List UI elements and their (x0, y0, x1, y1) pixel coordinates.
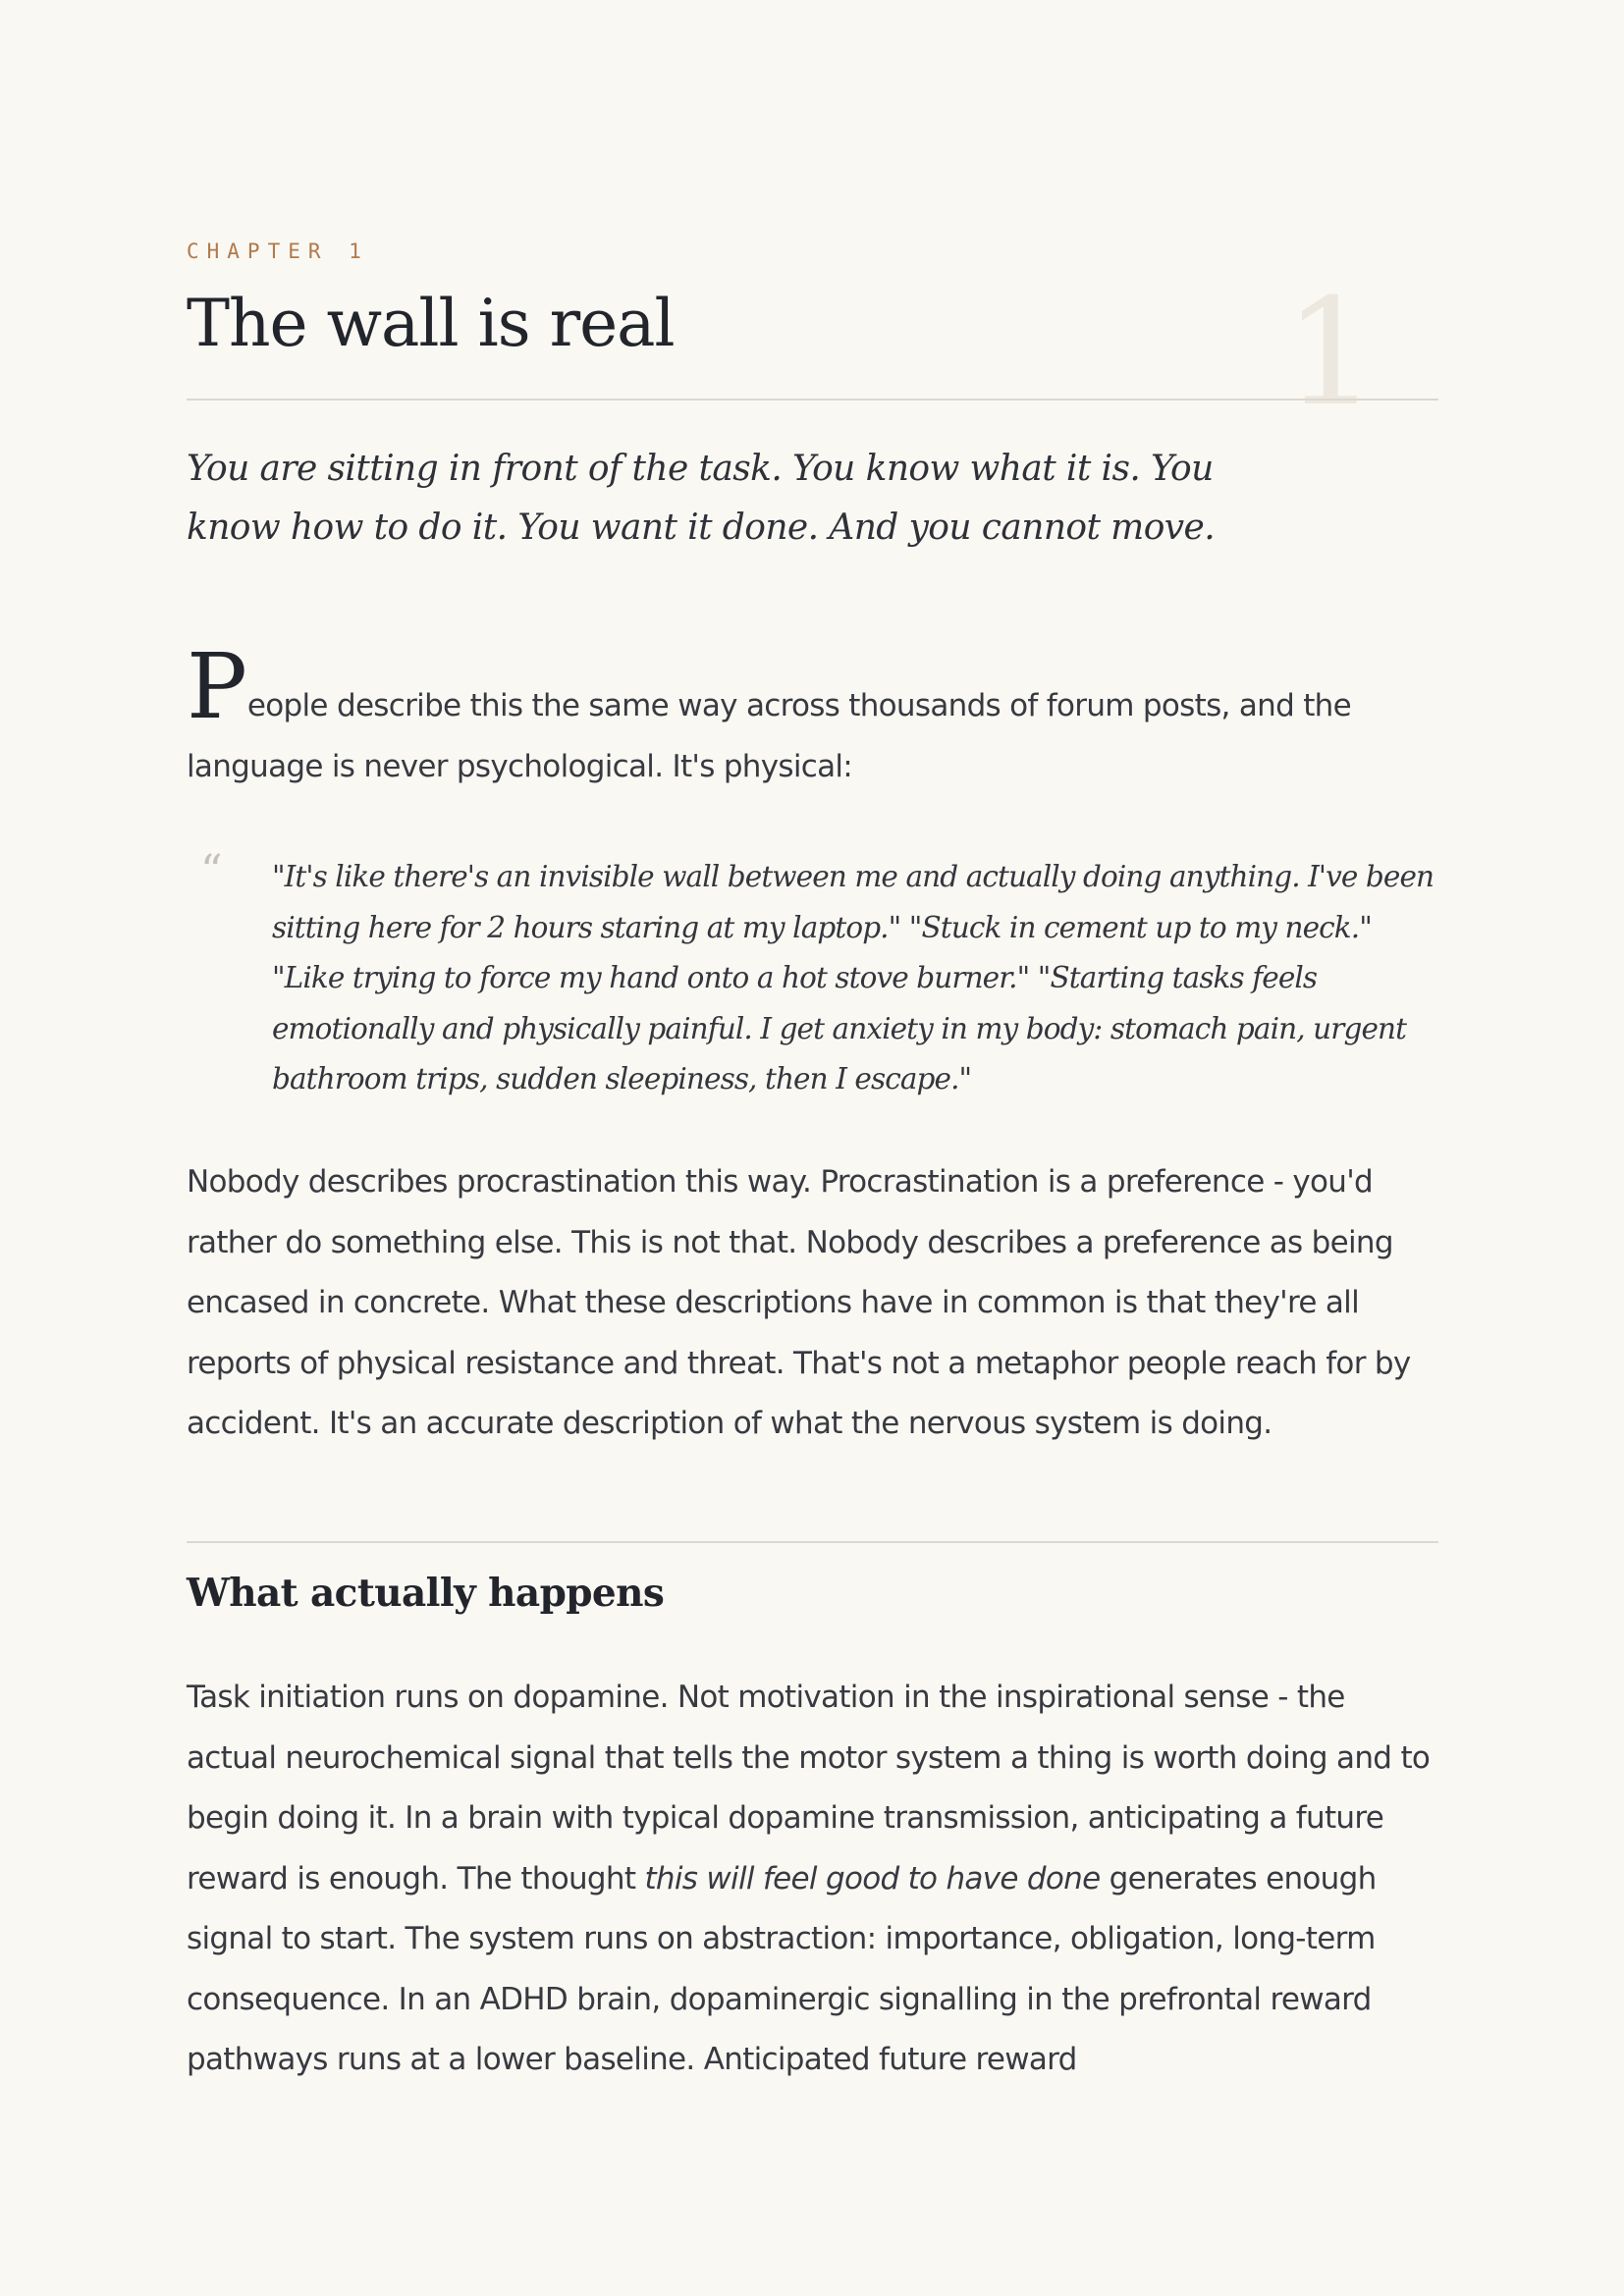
quote-mark-icon: “ (200, 846, 223, 896)
paragraph-dopamine-emphasis: this will feel good to have done (644, 1860, 1101, 1896)
chapter-title: The wall is real (187, 286, 675, 361)
chapter-number-watermark: 1 (1283, 268, 1378, 439)
chapter-label: CHAPTER 1 (187, 240, 369, 263)
paragraph-dopamine-part-1: Task initiation runs on dopamine. Not motivation in the inspirational sense - the actual neurochemical signal that tells the motor system a thing is worth doing and to begin doing it. In a brain with typical dopamine transmission, anticipating a future reward is enough. The thought (187, 1680, 1431, 1896)
title-divider (187, 399, 1438, 400)
chapter-lede: You are sitting in front of the task. You know what it is. You know how to do it. You want it done. And you cannot move. (187, 449, 1216, 548)
paragraph-dopamine (187, 1668, 1438, 2091)
paragraph-procrastination: Nobody describes procrastination this way. Procrastination is a preference - you'd rather do something else. This is not that. Nobody describes a preference as being encased in concrete. What these descriptions have in common is that they're all reports of physical resistance and threat. That's not a metaphor people reach for by accident. It's an accurate description of what the nervous system is doing. (187, 1164, 1411, 1441)
quote-text: "It's like there's an invisible wall between me and actually doing anything. I've been sitting here for 2 hours staring at my laptop." "Stuck in cement up to my neck." "Like trying to force my hand onto a hot stove burner." "Starting tasks feels emotionally and physically painful. I get anxiety in my body: stomach pain, urgent bathroom trips, sudden sleepiness, then I escape." (272, 860, 1435, 1095)
section-divider (187, 1541, 1438, 1543)
blockquote (187, 846, 1438, 1105)
section-heading: What actually happens (187, 1571, 665, 1616)
intro-paragraph-text: eople describe this the same way across thousands of forum posts, and the language is never psychological. It's physical: (187, 688, 1351, 784)
paragraph-dopamine-part-2: generates enough signal to start. The system runs on abstraction: importance, obligation, long-term consequence. In an ADHD brain, dopaminergic signalling in the prefrontal reward pathways runs at a lower baseline. Anticipated future reward (187, 1860, 1377, 2077)
drop-cap: P (187, 634, 247, 739)
intro-paragraph (187, 634, 1438, 797)
